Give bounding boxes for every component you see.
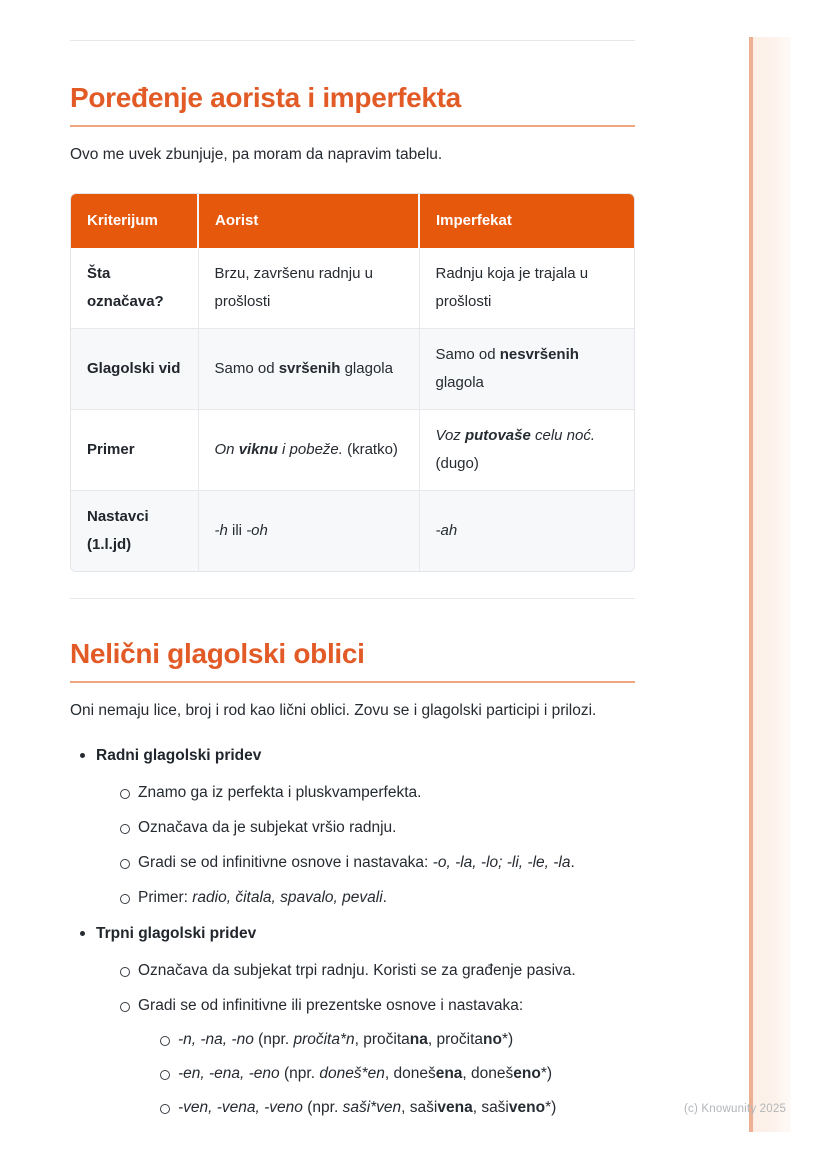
- cell-aorist: -h ili -oh: [198, 491, 419, 572]
- verb-forms-list: [70, 745, 635, 1119]
- list-item-text: Gradi se od infinitivne ili prezentske osnove i nastavaka:: [138, 996, 524, 1014]
- list-item: Znamo ga iz perfekta i pluskvamperfekta.: [70, 782, 635, 804]
- col-header-imperfekat: Imperfekat: [419, 194, 634, 248]
- list-item: [70, 923, 635, 1119]
- trpni-pridev-sublist: [70, 960, 635, 1119]
- cell-imperfekat: Samo od nesvršenih glagola: [419, 329, 634, 410]
- document-content: [70, 0, 635, 1132]
- row-label: Nastavci (1.l.jd): [71, 491, 198, 572]
- bullet-radni-pridev: Radni glagolski pridev: [70, 745, 635, 766]
- comparison-table: [70, 193, 635, 572]
- aorist-imperfekat-table: [71, 194, 634, 571]
- cell-imperfekat: Voz putovaše celu noć. (dugo): [419, 410, 634, 491]
- col-header-aorist: Aorist: [198, 194, 419, 248]
- cell-aorist: Samo od svršenih glagola: [198, 329, 419, 410]
- table-header-row: [71, 194, 634, 248]
- bullet-trpni-pridev: Trpni glagolski pridev: [70, 923, 635, 944]
- section2-intro: Oni nemaju lice, broj i rod kao lični oblici. Zovu se i glagolski participi i prilozi.: [70, 701, 597, 719]
- section1-title-underline: [70, 125, 635, 127]
- row-label: Glagolski vid: [71, 329, 198, 410]
- footer-watermark: (c) Knowunity 2025: [684, 1103, 787, 1115]
- col-header-kriterijum: Kriterijum: [71, 194, 198, 248]
- list-item: Primer: radio, čitala, spavalo, pevali.: [70, 887, 635, 909]
- cell-imperfekat: -ah: [419, 491, 634, 572]
- table-row: [71, 329, 634, 410]
- section1-title: Poređenje aorista i imperfekta: [70, 82, 461, 113]
- table-row: [71, 410, 634, 491]
- list-item: -en, -ena, -eno (npr. doneš*en, donešena, donešeno*): [138, 1063, 635, 1085]
- list-item: -n, -na, -no (npr. pročita*n, pročitana, pročitano*): [138, 1029, 635, 1051]
- cell-aorist: Brzu, završenu radnju u prošlosti: [198, 248, 419, 329]
- table-row: [71, 248, 634, 329]
- section-divider: [70, 598, 635, 599]
- cell-imperfekat: Radnju koja je trajala u prošlosti: [419, 248, 634, 329]
- radni-pridev-sublist: [70, 782, 635, 909]
- list-item: -ven, -vena, -veno (npr. saši*ven, sašivena, sašiveno*): [138, 1097, 635, 1119]
- section2-title: Nelični glagolski oblici: [70, 638, 365, 670]
- list-item: Gradi se od infinitivne osnove i nastavaka: -o, -la, -lo; -li, -le, -la.: [70, 852, 635, 874]
- row-label: Primer: [71, 410, 198, 491]
- section2-title-underline: [70, 681, 635, 683]
- list-item: [70, 995, 635, 1119]
- row-label: Šta označava?: [87, 265, 164, 311]
- section1-intro: Ovo me uvek zbunjuje, pa moram da napravim tabelu.: [70, 145, 443, 163]
- list-item: [70, 745, 635, 909]
- decorative-right-stripe: [749, 37, 791, 1132]
- table-row: [71, 491, 634, 572]
- nastavci-sublist: [138, 1029, 635, 1119]
- list-item: Označava da subjekat trpi radnju. Koristi se za građenje pasiva.: [70, 960, 635, 982]
- list-item: Označava da je subjekat vršio radnju.: [70, 817, 635, 839]
- cell-aorist: On viknu i pobeže. (kratko): [198, 410, 419, 491]
- top-divider: [70, 40, 635, 41]
